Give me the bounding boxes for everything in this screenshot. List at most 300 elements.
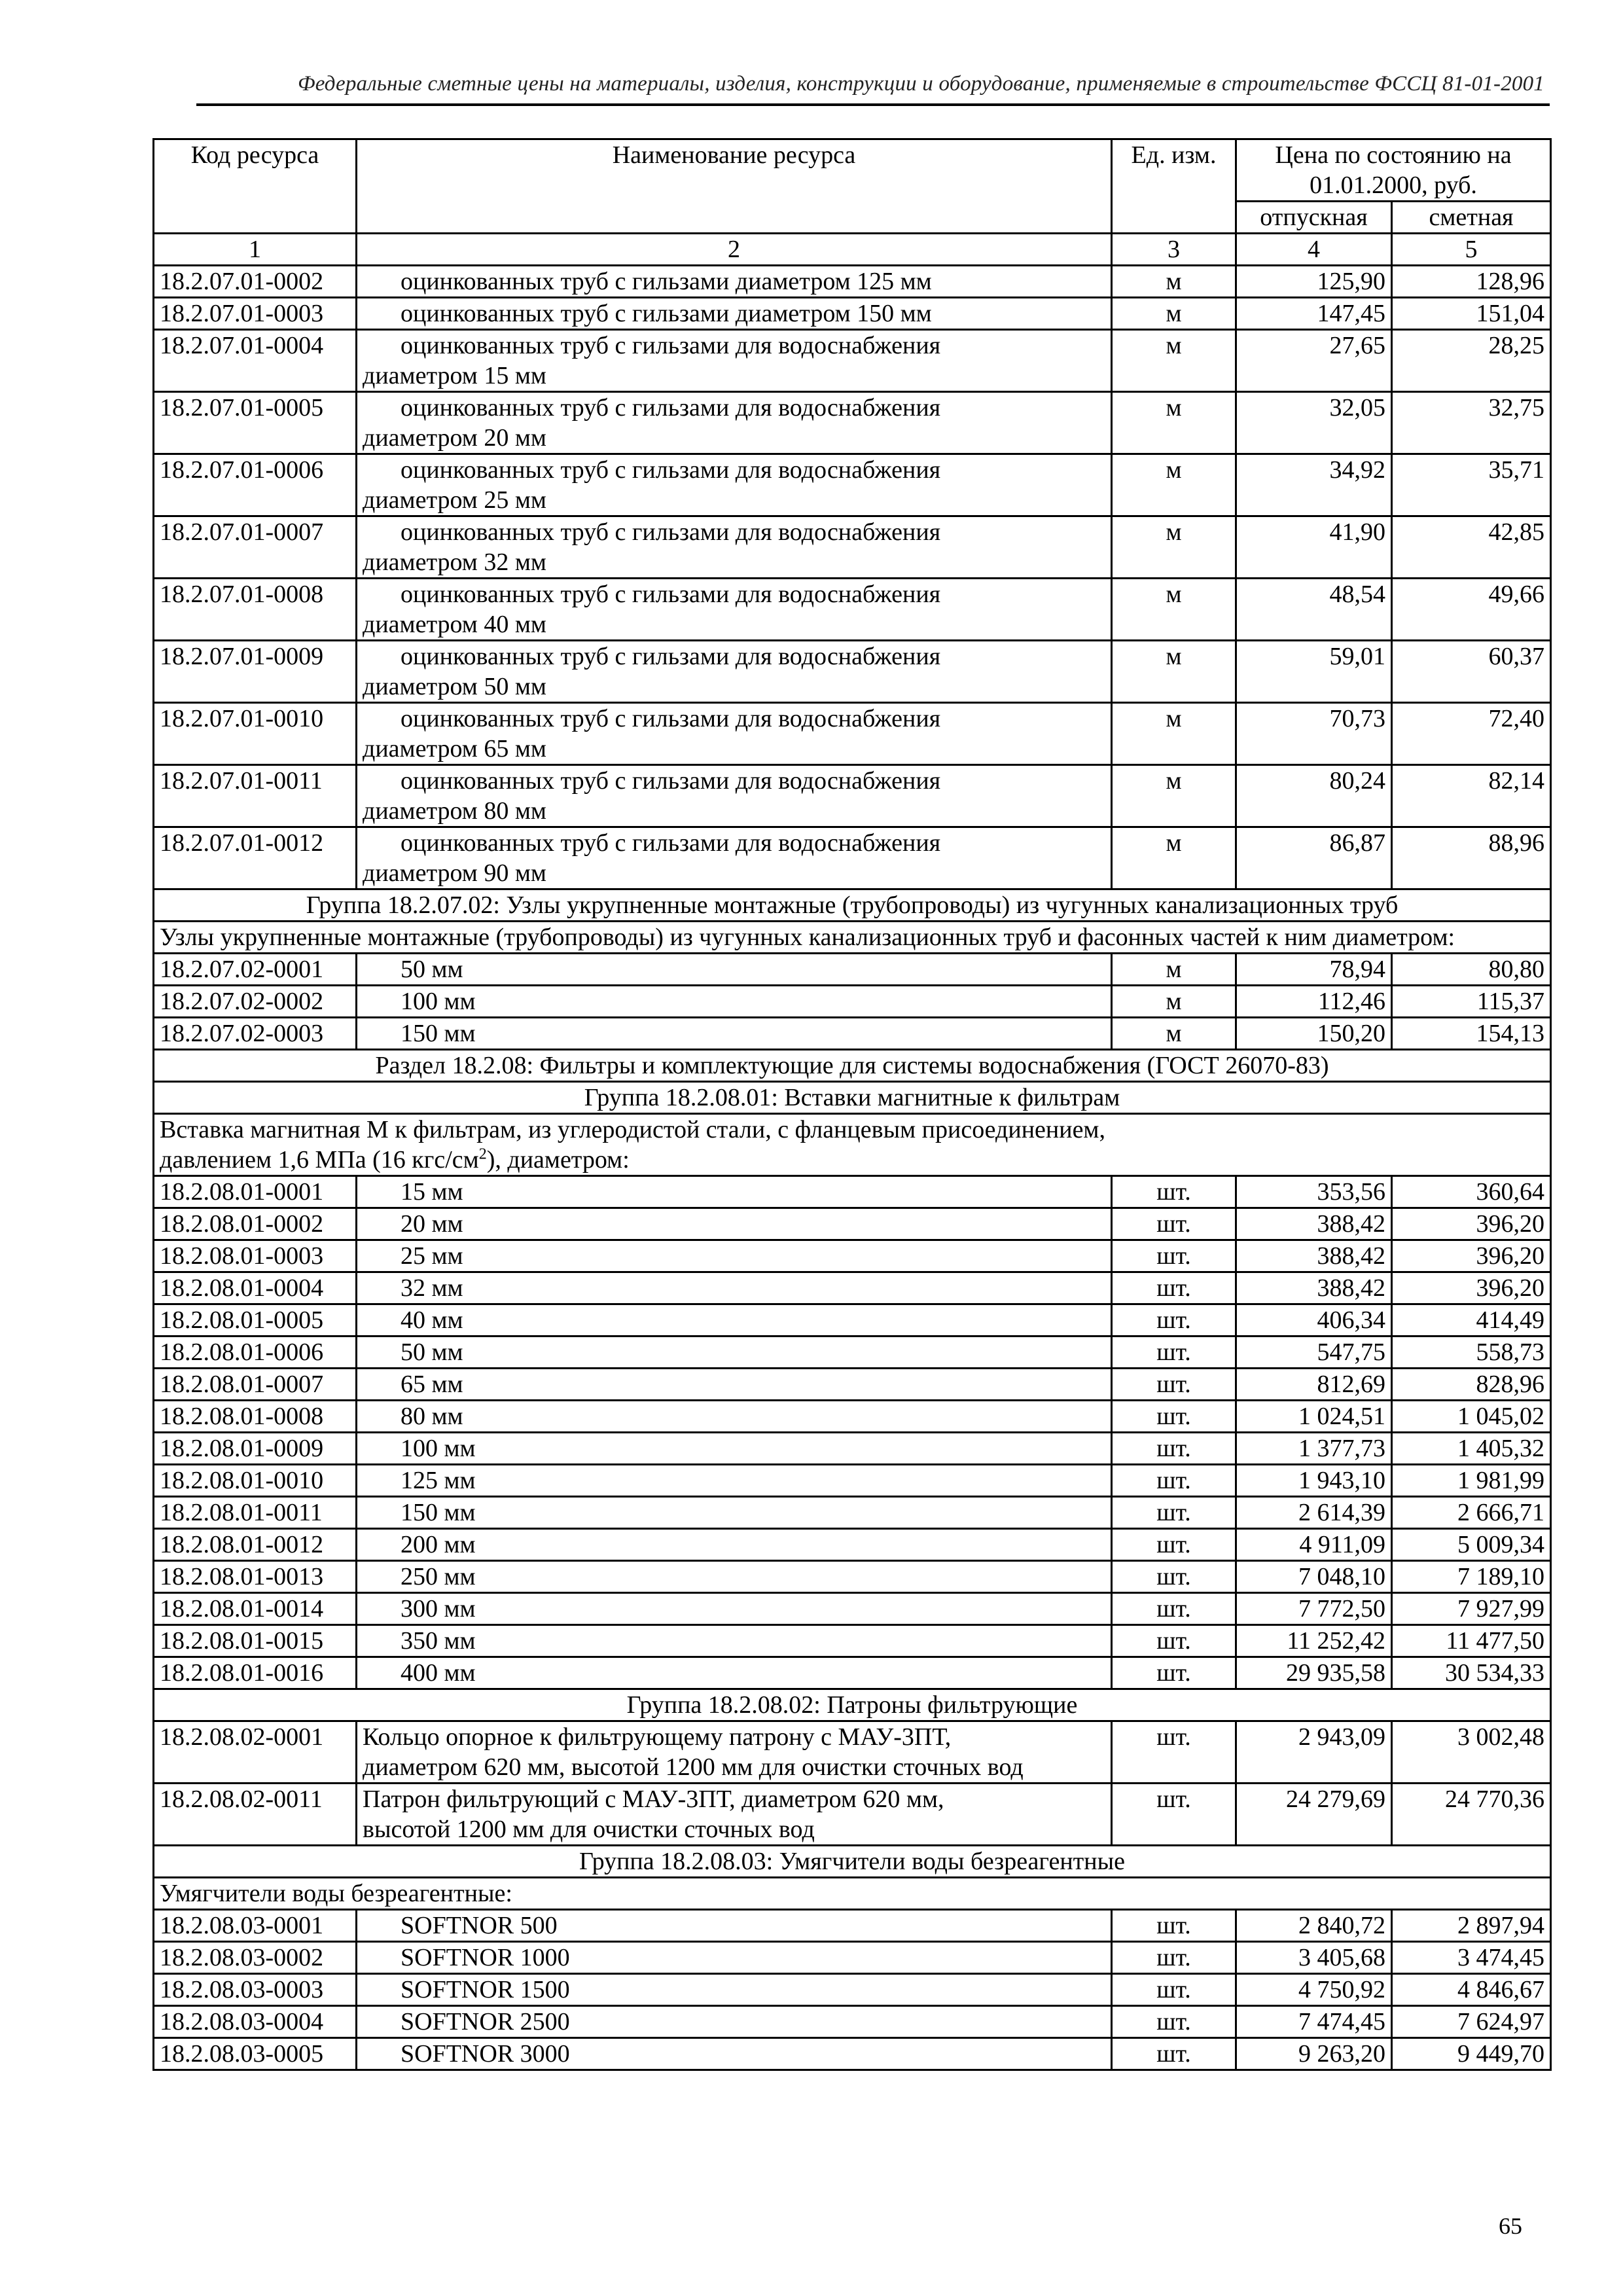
price-release-text: 2 614,39: [1298, 1499, 1385, 1526]
running-header: Федеральные сметные цены на материалы, изделия, конструкции и оборудование, применяемые в строительстве ФССЦ 81-01-2001: [297, 72, 1544, 96]
resource-name-line2: диаметром 80 мм: [363, 797, 546, 825]
unit: [1112, 1304, 1236, 1336]
resource-name-line1: 40 мм: [401, 1306, 463, 1334]
price-release: [1236, 1401, 1392, 1433]
resource-code-text: 18.2.08.01-0005: [160, 1306, 324, 1334]
unit: [1112, 1369, 1236, 1401]
resource-name: [357, 641, 1112, 703]
unit: [1112, 1657, 1236, 1689]
resource-name-line1: 200 мм: [401, 1531, 476, 1558]
resource-name: [357, 2006, 1112, 2038]
price-release: [1236, 1369, 1392, 1401]
price-estimate-text: 35,71: [1488, 456, 1545, 484]
unit: [1112, 1208, 1236, 1240]
section-header-row: [154, 1050, 1551, 1082]
resource-code-text: 18.2.07.01-0005: [160, 394, 324, 422]
price-estimate: [1392, 2038, 1551, 2070]
unit: [1112, 298, 1236, 330]
unit-text: шт.: [1156, 1435, 1191, 1462]
resource-name-line1: SOFTNOR 3000: [401, 2040, 570, 2068]
unit-text: м: [1166, 767, 1182, 795]
price-estimate-text: 82,14: [1488, 767, 1545, 795]
price-release: [1236, 1784, 1392, 1846]
resource-name: [357, 1336, 1112, 1369]
resource-name: [357, 454, 1112, 516]
column-number: 5: [1392, 234, 1551, 266]
price-release-text: 78,94: [1329, 956, 1385, 983]
resource-code: [154, 765, 357, 827]
unit: [1112, 1625, 1236, 1657]
resource-name: [357, 1369, 1112, 1401]
resource-code: [154, 1240, 357, 1272]
price-estimate-text: 128,96: [1476, 268, 1545, 295]
unit-text: шт.: [1156, 2008, 1191, 2036]
price-release: [1236, 1465, 1392, 1497]
price-release: [1236, 1942, 1392, 1974]
resource-code-text: 18.2.07.01-0010: [160, 705, 324, 732]
price-release: [1236, 298, 1392, 330]
price-estimate-text: 9 449,70: [1457, 2040, 1545, 2068]
table-row: [154, 986, 1551, 1018]
resource-code-text: 18.2.08.03-0002: [160, 1944, 324, 1971]
price-estimate: [1392, 330, 1551, 392]
resource-name-line2: диаметром 65 мм: [363, 735, 546, 762]
table-row: [154, 330, 1551, 392]
group-header-row: [154, 1846, 1551, 1878]
price-estimate: [1392, 2006, 1551, 2038]
resource-code-text: 18.2.07.01-0008: [160, 581, 324, 608]
price-estimate: [1392, 1942, 1551, 1974]
price-estimate-text: 1 981,99: [1457, 1467, 1545, 1494]
price-estimate: [1392, 1433, 1551, 1465]
resource-code-text: 18.2.08.01-0006: [160, 1338, 324, 1366]
resource-code: [154, 954, 357, 986]
resource-code: [154, 1974, 357, 2006]
price-release-text: 48,54: [1329, 581, 1385, 608]
price-release-text: 2 943,09: [1298, 1723, 1385, 1751]
table-row: [154, 1561, 1551, 1593]
resource-name-line1: оцинкованных труб с гильзами для водоснабжения: [401, 518, 941, 546]
resource-code-text: 18.2.07.02-0001: [160, 956, 324, 983]
group-header-row: [154, 889, 1551, 922]
unit: [1112, 330, 1236, 392]
price-estimate-text: 7 189,10: [1457, 1563, 1545, 1590]
unit: [1112, 954, 1236, 986]
price-release: [1236, 579, 1392, 641]
group-intro-row: [154, 1878, 1551, 1910]
unit: [1112, 1465, 1236, 1497]
resource-code: [154, 1018, 357, 1050]
group-title: Группа 18.2.08.02: Патроны фильтрующие: [154, 1689, 1551, 1721]
header-price-release: отпускная: [1236, 202, 1392, 234]
price-release: [1236, 986, 1392, 1018]
resource-code-text: 18.2.07.01-0007: [160, 518, 324, 546]
resource-name: [357, 2038, 1112, 2070]
table-row: [154, 1304, 1551, 1336]
resource-code-text: 18.2.08.01-0007: [160, 1371, 324, 1398]
unit-text: шт.: [1156, 1531, 1191, 1558]
resource-name-line2: высотой 1200 мм для очистки сточных вод: [363, 1816, 815, 1843]
resource-name-line1: 150 мм: [401, 1499, 476, 1526]
unit-text: шт.: [1156, 1306, 1191, 1334]
price-release-text: 9 263,20: [1298, 2040, 1385, 2068]
table-row: [154, 1721, 1551, 1784]
price-estimate-text: 154,13: [1476, 1020, 1545, 1047]
price-estimate-text: 396,20: [1476, 1274, 1545, 1302]
unit-text: шт.: [1156, 1595, 1191, 1623]
price-estimate-text: 60,37: [1488, 643, 1545, 670]
group-title: Группа 18.2.07.02: Узлы укрупненные монтажные (трубопроводы) из чугунных канализационных труб: [154, 889, 1551, 922]
price-release-text: 11 252,42: [1287, 1627, 1385, 1655]
price-estimate: [1392, 1176, 1551, 1208]
resource-name: [357, 703, 1112, 765]
price-estimate: [1392, 1018, 1551, 1050]
price-estimate: [1392, 986, 1551, 1018]
price-estimate-text: 360,64: [1476, 1178, 1545, 1206]
price-table: [152, 138, 1552, 2071]
unit: [1112, 579, 1236, 641]
resource-name-line1: оцинкованных труб с гильзами для водоснабжения: [401, 829, 941, 857]
resource-name-line1: оцинкованных труб с гильзами для водоснабжения: [401, 394, 941, 422]
price-release: [1236, 827, 1392, 889]
resource-name-line1: SOFTNOR 1500: [401, 1976, 570, 2003]
price-release-text: 59,01: [1329, 643, 1385, 670]
price-release: [1236, 1657, 1392, 1689]
price-estimate: [1392, 392, 1551, 454]
unit-text: м: [1166, 956, 1182, 983]
price-estimate: [1392, 1625, 1551, 1657]
resource-name-line2: диаметром 20 мм: [363, 424, 546, 452]
price-release-text: 4 911,09: [1299, 1531, 1385, 1558]
price-release: [1236, 1497, 1392, 1529]
unit-text: шт.: [1156, 2040, 1191, 2068]
price-release-text: 1 024,51: [1298, 1403, 1385, 1430]
price-release-text: 1 377,73: [1298, 1435, 1385, 1462]
unit-text: шт.: [1156, 1723, 1191, 1751]
price-release: [1236, 1625, 1392, 1657]
resource-name: [357, 1657, 1112, 1689]
unit: [1112, 827, 1236, 889]
price-estimate: [1392, 1272, 1551, 1304]
table-row: [154, 2038, 1551, 2070]
price-release-text: 29 935,58: [1286, 1659, 1385, 1687]
resource-name: [357, 1974, 1112, 2006]
group-intro: Умягчители воды безреагентные:: [154, 1878, 1551, 1910]
price-release: [1236, 1304, 1392, 1336]
price-estimate-text: 32,75: [1488, 394, 1545, 422]
price-release-text: 812,69: [1317, 1371, 1385, 1398]
unit-text: м: [1166, 988, 1182, 1015]
price-estimate-text: 5 009,34: [1457, 1531, 1545, 1558]
resource-code-text: 18.2.08.01-0012: [160, 1531, 324, 1558]
section-title: Раздел 18.2.08: Фильтры и комплектующие для системы водоснабжения (ГОСТ 26070-83): [154, 1050, 1551, 1082]
unit-text: м: [1166, 268, 1182, 295]
header-price-group: Цена по состоянию на 01.01.2000, руб.: [1236, 139, 1551, 202]
table-row: [154, 1657, 1551, 1689]
price-estimate: [1392, 1208, 1551, 1240]
resource-code: [154, 1272, 357, 1304]
price-estimate-text: 2 897,94: [1457, 1912, 1545, 1939]
unit: [1112, 765, 1236, 827]
resource-name: [357, 986, 1112, 1018]
unit: [1112, 1336, 1236, 1369]
resource-code: [154, 986, 357, 1018]
price-estimate: [1392, 1974, 1551, 2006]
resource-code-text: 18.2.08.01-0002: [160, 1210, 324, 1238]
resource-name: [357, 954, 1112, 986]
resource-code: [154, 1401, 357, 1433]
unit-text: м: [1166, 394, 1182, 422]
unit-text: м: [1166, 829, 1182, 857]
price-estimate: [1392, 1593, 1551, 1625]
resource-code-text: 18.2.07.01-0002: [160, 268, 324, 295]
unit-text: шт.: [1156, 1912, 1191, 1939]
price-estimate: [1392, 1657, 1551, 1689]
table-body: [154, 266, 1551, 2070]
resource-code-text: 18.2.07.02-0002: [160, 988, 324, 1015]
table-row: [154, 1497, 1551, 1529]
table-row: [154, 1240, 1551, 1272]
price-release-text: 70,73: [1329, 705, 1385, 732]
table-row: [154, 1942, 1551, 1974]
resource-name-line1: оцинкованных труб с гильзами для водоснабжения: [401, 767, 941, 795]
resource-name: [357, 579, 1112, 641]
resource-name-line1: 150 мм: [401, 1020, 476, 1047]
superscript: 2: [478, 1145, 487, 1163]
resource-name: [357, 1465, 1112, 1497]
price-estimate-text: 88,96: [1488, 829, 1545, 857]
price-estimate-text: 72,40: [1488, 705, 1545, 732]
unit: [1112, 1433, 1236, 1465]
resource-code: [154, 1942, 357, 1974]
table-row: [154, 1974, 1551, 2006]
table-row: [154, 1433, 1551, 1465]
unit-text: шт.: [1156, 1274, 1191, 1302]
column-number: 1: [154, 234, 357, 266]
unit: [1112, 986, 1236, 1018]
resource-code-text: 18.2.08.03-0005: [160, 2040, 324, 2068]
price-release-text: 406,34: [1317, 1306, 1385, 1334]
group-intro-row: [154, 1114, 1551, 1176]
price-release-text: 27,65: [1329, 332, 1385, 359]
price-release-text: 388,42: [1317, 1274, 1385, 1302]
resource-code: [154, 454, 357, 516]
price-release-text: 2 840,72: [1298, 1912, 1385, 1939]
table-row: [154, 703, 1551, 765]
header-code: Код ресурса: [154, 139, 357, 234]
price-estimate: [1392, 1721, 1551, 1784]
resource-code: [154, 1497, 357, 1529]
unit: [1112, 1784, 1236, 1846]
price-release-text: 1 943,10: [1298, 1467, 1385, 1494]
resource-name: [357, 1272, 1112, 1304]
unit-text: шт.: [1156, 1499, 1191, 1526]
table-row: [154, 266, 1551, 298]
price-release-text: 7 474,45: [1298, 2008, 1385, 2036]
price-estimate: [1392, 454, 1551, 516]
resource-code-text: 18.2.08.01-0001: [160, 1178, 324, 1206]
group-intro-line1: Вставка магнитная М к фильтрам, из углеродистой стали, с фланцевым присоединением,: [160, 1116, 1105, 1143]
table-row: [154, 1465, 1551, 1497]
resource-name-line1: SOFTNOR 1000: [401, 1944, 570, 1971]
unit-text: шт.: [1156, 1403, 1191, 1430]
price-estimate-text: 80,80: [1488, 956, 1545, 983]
price-estimate: [1392, 1336, 1551, 1369]
unit-text: шт.: [1156, 1242, 1191, 1270]
group-intro: Узлы укрупненные монтажные (трубопроводы) из чугунных канализационных труб и фасонных частей к ним диаметром:: [154, 922, 1551, 954]
price-estimate-text: 7 927,99: [1457, 1595, 1545, 1623]
table-row: [154, 954, 1551, 986]
resource-code-text: 18.2.08.02-0011: [160, 1785, 323, 1813]
resource-name-line2: диаметром 25 мм: [363, 486, 546, 514]
unit: [1112, 641, 1236, 703]
unit: [1112, 1942, 1236, 1974]
resource-name-line1: 100 мм: [401, 1435, 476, 1462]
resource-name-line1: 80 мм: [401, 1403, 463, 1430]
table-row: [154, 1625, 1551, 1657]
resource-code: [154, 516, 357, 579]
resource-code-text: 18.2.08.01-0009: [160, 1435, 324, 1462]
table-row: [154, 516, 1551, 579]
resource-name-line1: оцинкованных труб с гильзами для водоснабжения: [401, 456, 941, 484]
price-release: [1236, 954, 1392, 986]
group-intro-row: [154, 922, 1551, 954]
table-row: [154, 392, 1551, 454]
group-title: Группа 18.2.08.03: Умягчители воды безреагентные: [154, 1846, 1551, 1878]
column-number: 3: [1112, 234, 1236, 266]
price-estimate: [1392, 1561, 1551, 1593]
price-release: [1236, 516, 1392, 579]
price-estimate-text: 396,20: [1476, 1242, 1545, 1270]
table-row: [154, 1593, 1551, 1625]
price-estimate-text: 414,49: [1476, 1306, 1545, 1334]
price-release: [1236, 1433, 1392, 1465]
price-estimate: [1392, 1497, 1551, 1529]
price-estimate: [1392, 765, 1551, 827]
unit: [1112, 1974, 1236, 2006]
price-release: [1236, 2038, 1392, 2070]
price-estimate: [1392, 1304, 1551, 1336]
resource-code: [154, 1304, 357, 1336]
price-estimate: [1392, 827, 1551, 889]
resource-name: [357, 1433, 1112, 1465]
resource-name: [357, 1561, 1112, 1593]
resource-name: [357, 1018, 1112, 1050]
unit-text: шт.: [1156, 1178, 1191, 1206]
price-estimate: [1392, 579, 1551, 641]
unit: [1112, 266, 1236, 298]
resource-code-text: 18.2.08.01-0010: [160, 1467, 324, 1494]
resource-name-line2: диаметром 50 мм: [363, 673, 546, 700]
resource-code: [154, 827, 357, 889]
resource-code-text: 18.2.07.01-0006: [160, 456, 324, 484]
unit-text: шт.: [1156, 1627, 1191, 1655]
resource-name-line1: 100 мм: [401, 988, 476, 1015]
price-release-text: 147,45: [1317, 300, 1385, 327]
price-estimate-text: 3 002,48: [1457, 1723, 1545, 1751]
unit: [1112, 1240, 1236, 1272]
price-release: [1236, 1529, 1392, 1561]
resource-code: [154, 1593, 357, 1625]
resource-code-text: 18.2.08.02-0001: [160, 1723, 324, 1751]
resource-name-line1: оцинкованных труб с гильзами для водоснабжения: [401, 643, 941, 670]
unit: [1112, 1176, 1236, 1208]
price-release-text: 125,90: [1317, 268, 1385, 295]
table-row: [154, 1176, 1551, 1208]
unit: [1112, 1910, 1236, 1942]
price-estimate: [1392, 298, 1551, 330]
table-row: [154, 1018, 1551, 1050]
price-estimate-text: 3 474,45: [1457, 1944, 1545, 1971]
price-estimate-text: 2 666,71: [1457, 1499, 1545, 1526]
resource-code-text: 18.2.08.03-0003: [160, 1976, 324, 2003]
resource-name-line1: 250 мм: [401, 1563, 476, 1590]
price-estimate: [1392, 516, 1551, 579]
resource-name-line1: 300 мм: [401, 1595, 476, 1623]
resource-code-text: 18.2.07.01-0009: [160, 643, 324, 670]
table-row: [154, 2006, 1551, 2038]
table-row: [154, 579, 1551, 641]
resource-name-line1: Кольцо опорное к фильтрующему патрону с МАУ-3ПТ,: [363, 1723, 952, 1751]
price-release: [1236, 1721, 1392, 1784]
price-estimate-text: 828,96: [1476, 1371, 1545, 1398]
column-number: 4: [1236, 234, 1392, 266]
price-release-text: 112,46: [1317, 988, 1385, 1015]
table-row: [154, 1910, 1551, 1942]
resource-name: [357, 1625, 1112, 1657]
resource-code: [154, 1433, 357, 1465]
resource-name: [357, 765, 1112, 827]
unit-text: шт.: [1156, 1210, 1191, 1238]
unit-text: м: [1166, 456, 1182, 484]
price-release-text: 41,90: [1329, 518, 1385, 546]
price-estimate: [1392, 1910, 1551, 1942]
resource-code-text: 18.2.07.01-0003: [160, 300, 324, 327]
resource-name-line1: SOFTNOR 500: [401, 1912, 558, 1939]
resource-name-line1: 32 мм: [401, 1274, 463, 1302]
resource-name-line1: Патрон фильтрующий с МАУ-3ПТ, диаметром 620 мм,: [363, 1785, 944, 1813]
unit-text: м: [1166, 581, 1182, 608]
resource-code: [154, 2006, 357, 2038]
resource-name-line1: 25 мм: [401, 1242, 463, 1270]
resource-name: [357, 1721, 1112, 1784]
resource-code: [154, 1910, 357, 1942]
resource-name-line1: 50 мм: [401, 956, 463, 983]
price-release: [1236, 703, 1392, 765]
intro-text: давлением 1,6 МПа (16 кгс/см: [160, 1146, 479, 1174]
resource-code-text: 18.2.08.03-0004: [160, 2008, 324, 2036]
price-estimate: [1392, 1529, 1551, 1561]
group-header-row: [154, 1689, 1551, 1721]
intro-text: ), диаметром:: [486, 1146, 630, 1174]
unit-text: шт.: [1156, 1371, 1191, 1398]
price-release: [1236, 392, 1392, 454]
price-release: [1236, 1336, 1392, 1369]
group-intro: [154, 1114, 1551, 1176]
price-release: [1236, 1240, 1392, 1272]
resource-code: [154, 1784, 357, 1846]
price-release-text: 7 772,50: [1298, 1595, 1385, 1623]
table-row: [154, 641, 1551, 703]
unit: [1112, 454, 1236, 516]
resource-name-line1: 400 мм: [401, 1659, 476, 1687]
price-estimate-text: 115,37: [1476, 988, 1545, 1015]
resource-code: [154, 579, 357, 641]
resource-name: [357, 1910, 1112, 1942]
table-row: [154, 1784, 1551, 1846]
unit: [1112, 516, 1236, 579]
price-release: [1236, 1974, 1392, 2006]
